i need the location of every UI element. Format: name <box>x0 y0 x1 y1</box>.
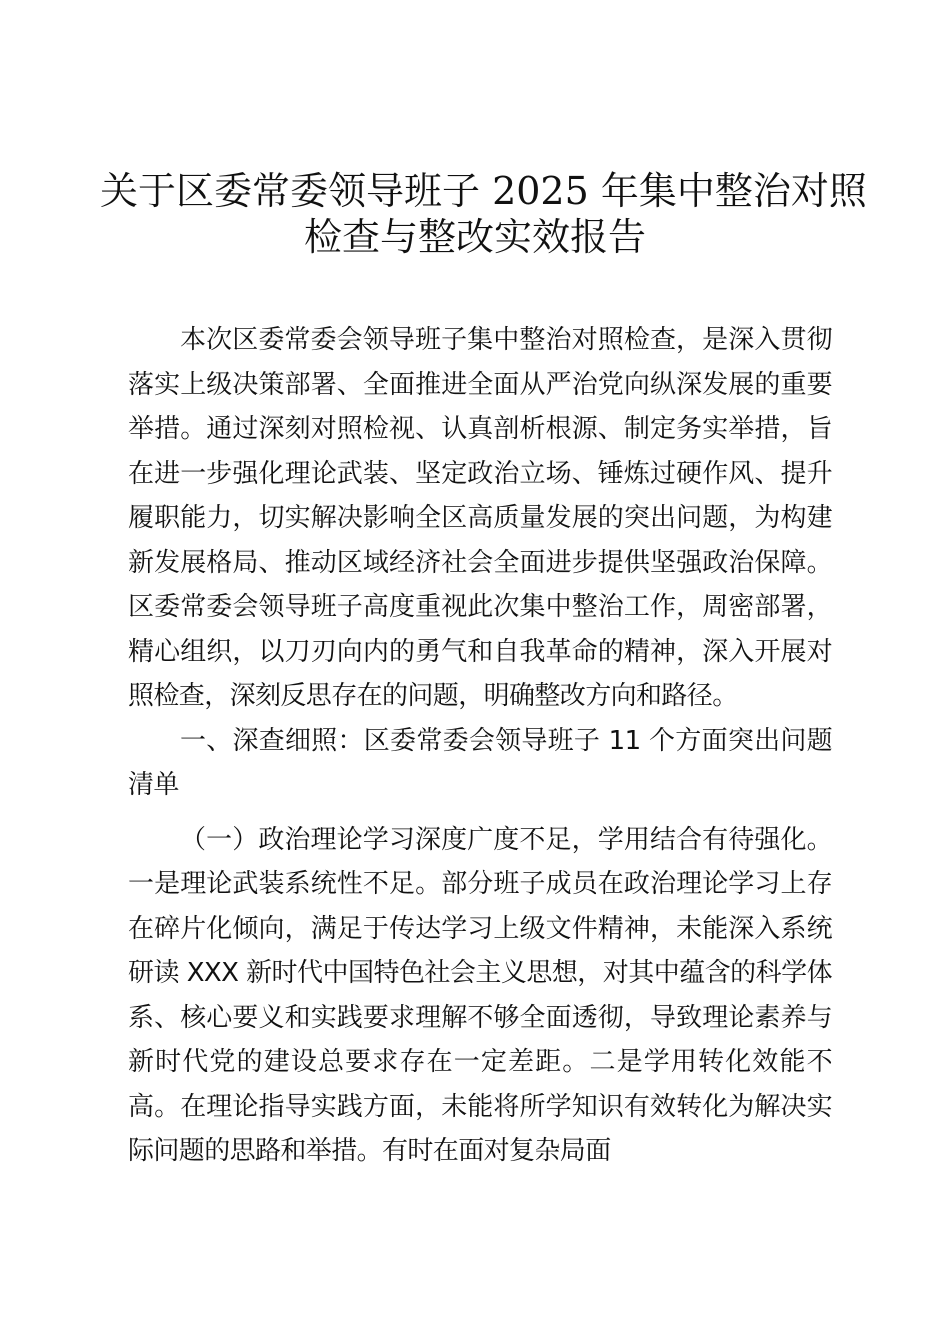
paragraph-intro: 本次区委常委会领导班子集中整治对照检查，是深入贯彻落实上级决策部署、全面推进全面从严治党向纵深发展的重要举措。通过深刻对照检视、认真剖析根源、制定务实举措，旨在进一步强化理论武装、坚定政治立场、锤炼过硬作风、提升履职能力，切实解决影响全区高质量发展的突出问题，为构建新发展格局、推动区域经济社会全面进步提供坚强政治保障。区委常委会领导班子高度重视此次集中整治工作，周密部署，精心组织，以刀刃向内的勇气和自我革命的精神，深入开展对照检查，深刻反思存在的问题，明确整改方向和路径。 <box>128 325 832 711</box>
section-heading-1: 一、深查细照：区委常委会领导班子 11 个方面突出问题清单 <box>128 725 832 800</box>
document-title <box>100 168 867 260</box>
document-body <box>128 318 832 1174</box>
title-line-2: 检查与整改实效报告 <box>303 215 646 259</box>
paragraph-subsection-1: （一）政治理论学习深度广度不足，学用结合有待强化。一是理论武装系统性不足。部分班子成员在政治理论学习上存在碎片化倾向，满足于传达学习上级文件精神，未能深入系统研读 XXX 新时代中国特色社会主义思想，对其中蕴含的科学体系、核心要义和实践要求理解不够全面透彻，导致理论素养与新时代党的建设总要求存在一定差距。二是学用转化效能不高。在理论指导实践方面，未能将所学知识有效转化为解决实际问题的思路和举措。有时在面对复杂局面 <box>128 824 832 1166</box>
title-line-1: 关于区委常委领导班子 2025 年集中整治对照 <box>100 169 867 213</box>
